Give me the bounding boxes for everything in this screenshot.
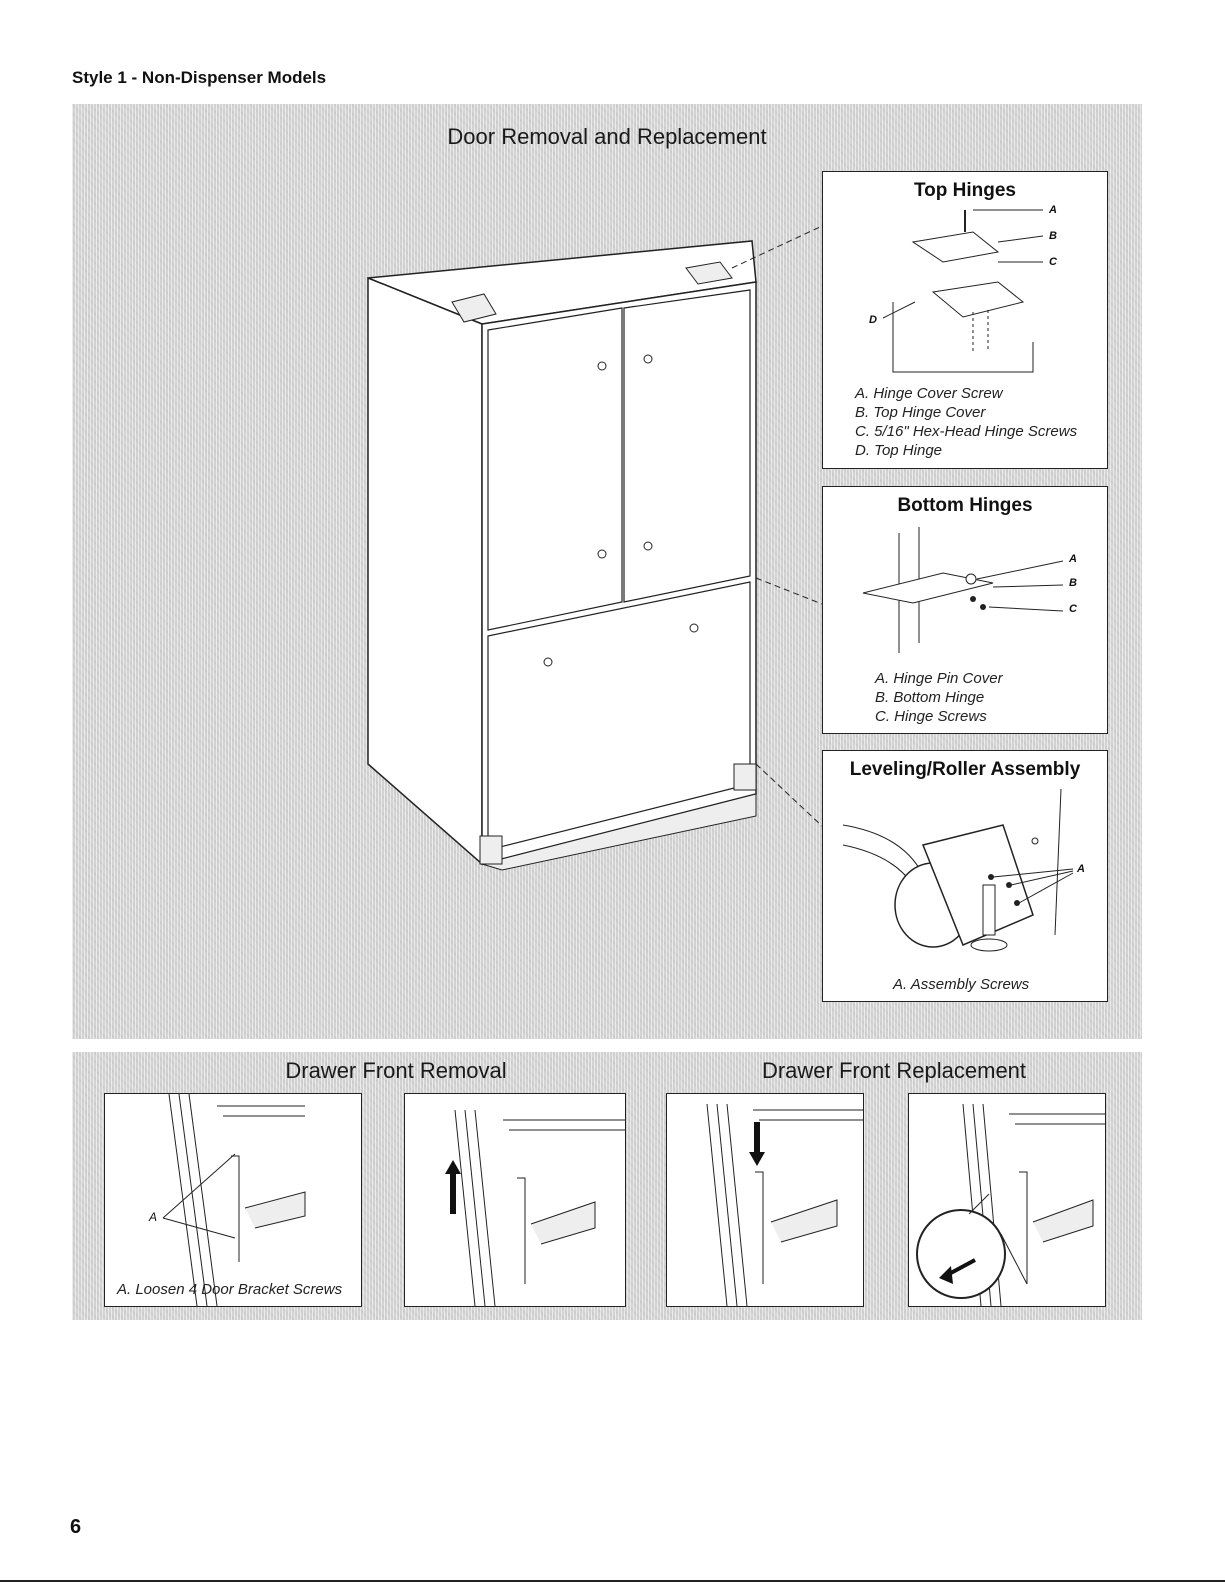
legend-item: A. Hinge Pin Cover <box>875 670 1003 687</box>
top-hinges-box <box>822 171 1108 469</box>
top-callout-c: C <box>1049 256 1057 268</box>
bottom-hinges-legend <box>875 669 1003 726</box>
legend-item: C. 5/16" Hex-Head Hinge Screws <box>855 423 1078 440</box>
removal-step-2 <box>404 1093 626 1307</box>
top-callout-b: B <box>1049 230 1057 242</box>
legend-item: A. Hinge Cover Screw <box>855 385 1003 402</box>
leveling-box <box>822 750 1108 1002</box>
replacement-step-2 <box>908 1093 1106 1307</box>
legend-item: C. Hinge Screws <box>875 708 987 725</box>
drawer-removal-title: Drawer Front Removal <box>285 1058 507 1083</box>
drawer-front-panel <box>72 1052 1142 1320</box>
bottom-hinge-diagram <box>823 523 1107 663</box>
top-callout-a: A <box>1049 204 1057 216</box>
top-hinges-legend <box>855 384 1077 460</box>
legend-item: B. Top Hinge Cover <box>855 404 986 421</box>
page-number: 6 <box>70 1516 82 1538</box>
leveling-diagram <box>823 785 1107 965</box>
bottom-callout-b: B <box>1069 577 1077 589</box>
drawer-replacement-title: Drawer Front Replacement <box>761 1058 1027 1083</box>
removal-step-caption: A. Loosen 4 Door Bracket Screws <box>117 1281 343 1298</box>
bottom-hinges-box <box>822 486 1108 734</box>
top-callout-d: D <box>869 314 877 326</box>
leveling-callout-a: A <box>1077 863 1085 875</box>
leveling-legend: A. Assembly Screws <box>893 976 1030 993</box>
legend-item: D. Top Hinge <box>855 442 942 459</box>
lower-drawer-diagram <box>667 1094 863 1306</box>
section-heading: Style 1 - Non-Dispenser Models <box>72 68 327 87</box>
legend-item: B. Bottom Hinge <box>875 689 985 706</box>
bottom-callout-c: C <box>1069 603 1077 615</box>
bracket-screws-diagram <box>105 1094 361 1306</box>
top-hinge-diagram <box>823 202 1107 382</box>
removal-step-1 <box>104 1093 362 1307</box>
door-removal-panel <box>72 104 1142 1039</box>
bottom-hinges-title: Bottom Hinges <box>897 495 1033 516</box>
leveling-title: Leveling/Roller Assembly <box>849 759 1081 780</box>
replacement-step-1 <box>666 1093 864 1307</box>
removal-callout-a: A <box>149 1210 158 1224</box>
tighten-screws-diagram <box>909 1094 1105 1306</box>
door-panel-title: Door Removal and Replacement <box>447 124 767 149</box>
top-hinges-title: Top Hinges <box>913 180 1017 201</box>
bottom-callout-a: A <box>1069 553 1077 565</box>
bottom-rule <box>0 1580 1225 1582</box>
lift-drawer-diagram <box>405 1094 625 1306</box>
